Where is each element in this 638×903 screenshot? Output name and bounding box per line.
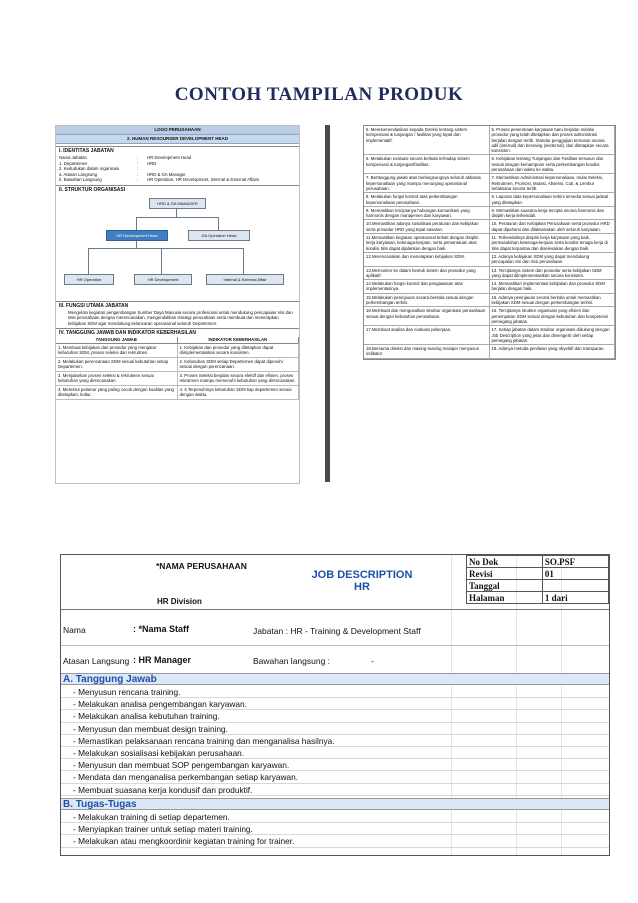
list-item: - Memastikan pelaksanaan rencana training dan menganalisa hasilnya. <box>61 735 609 747</box>
section-tanggung-jawab: IV. TANGGUNG JAWAB DAN INDIKATOR KEBERHASILAN <box>56 328 299 337</box>
org-box-hr-dev-head: HR Development Head <box>106 230 168 241</box>
bawahan-label: Bawahan langsung : <box>253 656 331 666</box>
meta-row <box>467 580 609 592</box>
jd-title <box>287 569 437 593</box>
divider-bar <box>325 125 330 482</box>
indicator-cell: 8. Laporan data kepersonaliaan terkini tersedia sesuai jadwal yang ditetapkan. <box>490 193 616 207</box>
indicator-cell: 12. Adanya kebijakan SDM yang dapat mendukung pencapaian visi dan misi perusahaan. <box>490 253 616 267</box>
section-identitas: I. IDENTITAS JABATAN <box>56 146 299 155</box>
indicator-cell: 11. Terkendalinya disiplin kerja karyawan yang baik, permasalahan ketenaga-kerjaan serta kondisi tenaga kerja di Site dapat terpantau dan diselesaikan dengan baik. <box>490 234 616 253</box>
section-struktur: II. STRUKTUR ORGANISASI <box>56 185 299 194</box>
responsibility-cell: 12.Merencanakan dan menetapkan kebijakan SDM. <box>364 253 490 267</box>
company-name: *NAMA PERUSAHAAN <box>156 561 247 571</box>
identity-value: HRD & GA Manager <box>147 171 186 177</box>
atasan-value: : HR Manager <box>133 655 192 665</box>
nama-value: : *Nama Staff <box>133 624 190 634</box>
identity-colon: : <box>137 160 139 166</box>
meta-row <box>467 556 609 568</box>
meta-label: Halaman <box>467 592 543 604</box>
document-meta <box>466 555 609 604</box>
indicator-cell: 3. Proses Seleksi berjalan secara efektif dan efisien, proses rekrutmen mampu memenuhi kebutuhan yang direncanakan. <box>178 372 300 386</box>
left-document-preview <box>55 125 300 484</box>
responsibility-cell: 14.Melakukan fungsi kontrol dan pengawasan atas implementasinya. <box>364 280 490 294</box>
list-item: - Menyusun dan membuat design training. <box>61 723 609 735</box>
identity-row <box>56 177 299 183</box>
responsibility-table <box>56 337 299 400</box>
right-document-preview <box>363 125 616 482</box>
identity-value: HR Development Head <box>147 155 192 160</box>
meta-value: 01 <box>542 568 608 580</box>
org-box-internal-external: Internal & External Affair <box>206 274 284 285</box>
meta-value: 1 dari <box>542 592 608 604</box>
meta-value: SO.PSF <box>542 556 608 568</box>
identity-key: 2. Kedudukan dalam organisasi <box>59 166 120 171</box>
indicator-cell: 17. Setiap jabatan dalam struktur organisasi didukung dengan Job Description yang jelas dan dimengerti oleh setiap pemegang jabatan. <box>490 326 616 345</box>
responsibility-cell: 9. Memastikan terciptanya hubungan komunikasi yang harmonis dengan manajemen dan karyawan. <box>364 207 490 221</box>
tanggung-jawab-list <box>61 686 609 796</box>
indicator-cell: 6. Kebijakan tentang Tunjangan dan Fasilitas tersusun dan sesuai dengan kemampuan serta perkembangan kondisi perusahaan dari waktu ke waktu. <box>490 155 616 174</box>
indicator-cell: 18. Adanya metoda penilaian yang obyektif dan transparan. <box>490 345 616 359</box>
logo-header: LOGO PERUSAHAAN <box>56 126 299 135</box>
col-tanggung-jawab: TANGGUNG JAWAB <box>56 337 178 344</box>
tugas-list <box>61 811 609 848</box>
indicator-cell: 5. Proses penerimaan karyawan baru berjalan melalui prosedur yang telah ditetapkan dan proses administrasi berjalan dengan tertib. Standar penggajian tersusun secara adil (internal) dan bersaing (eksternal), dan ditetapkan secara konsisten. <box>490 126 616 155</box>
identity-colon: : <box>137 166 139 171</box>
jabatan: Jabatan : HR - Training & Development Staff <box>253 626 421 636</box>
responsibility-cell: 5. Merekomendasikan kepada Direksi tentang sistem kompensasi & tunjangan / fasilitas yang tepat dan implementatif. <box>364 126 490 155</box>
identity-colon: : <box>137 155 139 160</box>
identity-colon: : <box>137 177 139 182</box>
responsibility-cell: 11.Memastikan kegiatan operasional terkait dengan disiplin kerja karyawan, ketenaga-kerjaan, serta pemantauan atas kondisi Site dapat dijalankan dengan baik. <box>364 234 490 253</box>
indicator-cell: 10. Peraturan dan Kebijakan Perusahaan serta prosedur HRD dapat dipahami dan dilaksanakan oleh seluruh karyawan. <box>490 220 616 234</box>
list-item: - Mendata dan menganalisa perkembangan setiap karyawan. <box>61 771 609 783</box>
identity-key: Nama Jabatan <box>59 155 87 160</box>
meta-value <box>542 580 608 592</box>
org-chart <box>56 194 299 299</box>
page-title: CONTOH TAMPILAN PRODUK <box>174 84 464 105</box>
org-box-ga-op-head: GA Operation Head <box>188 230 250 241</box>
org-box-hr-development: HR Development <box>134 274 192 285</box>
indicator-cell: 7. Memastikan Administrasi kepersonaliaan, mulai Seleksi, Rekrutmen, Promosi, Mutasi, Absensi, Cuti, & Lembur terlaksana secara tertib. <box>490 174 616 193</box>
indicator-cell: 9. Memastikan suasana kerja tercipta secara harmonis dan disiplin kerja terkendali. <box>490 207 616 221</box>
atasan-label: Atasan Langsung <box>63 656 130 666</box>
responsibility-cell: 15.Melakukan peninjauan secara berkala sesuai dengan perkembangan terkini. <box>364 294 490 308</box>
meta-label: Revisi <box>467 568 543 580</box>
identity-key: a. Atasan Langsung <box>59 171 97 177</box>
responsibility-cell: 3. Menjalankan proses seleksi & rekrutmen sesuai kebutuhan yang direncanakan. <box>56 372 178 386</box>
indicator-cell: 2. Kebutuhan SDM setiap Departemen dapat dipenuhi sesuai dengan perencanaan. <box>178 358 300 372</box>
indicator-cell: 14. Memastikan implementasi kebijakan dan prosedur SDM berjalan dengan baik. <box>490 280 616 294</box>
meta-label: Tanggal <box>467 580 543 592</box>
identity-key: 1. Departemen <box>59 160 88 166</box>
list-item: - Menyiapkan trainer untuk setiap materi training. <box>61 823 609 835</box>
indicator-cell: 13. Terciptanya sistem dan prosedur serta kebijakan SDM yang dapat diimplementasikan secara konsisten. <box>490 267 616 281</box>
jd-title-line1: JOB DESCRIPTION <box>311 569 413 581</box>
list-item: - Melakukan analisa pengembangan karyawan. <box>61 698 609 710</box>
list-item: - Melakukan analisa kebutuhan training. <box>61 710 609 722</box>
responsibility-cell: 10.Memastikan adanya sosialisasi peraturan dan kebijakan serta prosedur HRD yang tepat sasaran. <box>364 220 490 234</box>
list-item: - Membuat suasana kerja kondusif dan produktif. <box>61 784 609 796</box>
responsibility-cell: 2. Melakukan perencanaan SDM sesuai kebutuhan setiap Departemen. <box>56 358 178 372</box>
jd-title-line2: HR <box>354 581 370 593</box>
list-item: - Melakukan training di setiap departemen. <box>61 811 609 823</box>
division: HR Division <box>157 597 202 606</box>
org-box-hr-operation: HR Operation <box>64 274 114 285</box>
section-a-title: A. Tanggung Jawab <box>61 673 609 685</box>
meta-row <box>467 568 609 580</box>
identity-value: HRD <box>147 160 157 166</box>
position-header: 2. HUMAN RESOURSER DEVELOPMENT HEAD <box>56 135 299 144</box>
section-b-title: B. Tugas-Tugas <box>61 798 609 810</box>
list-item: - Menyusun rencana training. <box>61 686 609 698</box>
responsibility-cell: 7. Bertanggung jawab atas berlangsungnya seluruh aktivitas kepersonaliaan yang mampu menunjang operasional perusahaan. <box>364 174 490 193</box>
list-item: - Melakukan sosialisasi kebijakan perusahaan. <box>61 747 609 759</box>
nama-label: Nama <box>63 625 86 635</box>
responsibility-cell: 16.Membuat dan mengusulkan struktur organisasi perusahaan sesuai dengan kebutuhan perusahaan. <box>364 307 490 326</box>
section-fungsi: III. FUNGSI UTAMA JABATAN <box>56 301 299 310</box>
identity-colon: : <box>137 171 139 177</box>
responsibility-cell: 17.Membuat analisa dan evaluasi pekerjaan. <box>364 326 490 345</box>
meta-row <box>467 592 609 604</box>
meta-label: No Dok <box>467 556 543 568</box>
responsibility-cell: 4. Merekrut pelamar yang paling cocok dengan kualitas yang ditetapkan, kultur, <box>56 386 178 400</box>
indicator-cell: 15. Adanya peninjauan secara berkala untuk memastikan kebijakan SDM sesuai dengan perkembangan terkini. <box>490 294 616 308</box>
indicator-cell: 4. 4.Terpenuhinya kebutuhan SDM tiap departemen sesuai dengan waktu, <box>178 386 300 400</box>
responsibility-cell: 6. Melakukan evaluasi secara berkala terhadap sistem kompensasi & tunjangan/fasilitas. <box>364 155 490 174</box>
indicator-cell: 1. Kebijakan dan prosedur yang ditetapkan dapat diimplementasikan secara konsisten. <box>178 344 300 358</box>
list-item: - Menyusun dan membuat SOP pengembangan karyawan. <box>61 759 609 771</box>
job-description-sheet <box>60 554 610 856</box>
indicator-table <box>363 125 616 360</box>
bawahan-value: - <box>371 656 374 666</box>
col-indikator: INDIKATOR KEBERHASILAN <box>178 337 300 344</box>
list-item: - Melakukan atau mengkoordinir kegiatan training for trainer. <box>61 835 609 847</box>
fungsi-text: Mengelola kegiatan pengembangan Sumber Daya Manusia secara profesional untuk mendukung pencapaian Visi dan Misi perusahaan dengan merencanakan, mengendalikan strategi perusahaan serta membuat dan menerapkan kebijakan SDM agar mendukung kelancaran operasional seluruh Departemen. <box>68 309 293 326</box>
identity-key: b. Bawahan Langsung <box>59 177 102 182</box>
responsibility-cell: 18.Bersama direksi dan masing-masing manajer menyusun indikator <box>364 345 490 359</box>
responsibility-cell: 8. Melakukan fungsi kontrol atas perkembangan kepersonaliaan perusahaan. <box>364 193 490 207</box>
indicator-cell: 16. Terciptanya struktur organisasi yang efisien dan penempatan SDM sesuai dengan kebutuhan dan kompetensi pemegang jabatan. <box>490 307 616 326</box>
responsibility-cell: 13.Memonitor ke dalam bentuk sistem dan prosedur yang aplikatif. <box>364 267 490 281</box>
org-box-manager: HRD & GA MANAGER <box>149 198 206 209</box>
identity-value: HR Operation, HR Development, Internal & External Affairs <box>147 177 260 182</box>
identity-rows <box>56 155 299 183</box>
responsibility-cell: 1. Membuat kebijakan dan prosedur yang mengatur kebutuhan SDM, proses seleksi dan rekrutmen. <box>56 344 178 358</box>
